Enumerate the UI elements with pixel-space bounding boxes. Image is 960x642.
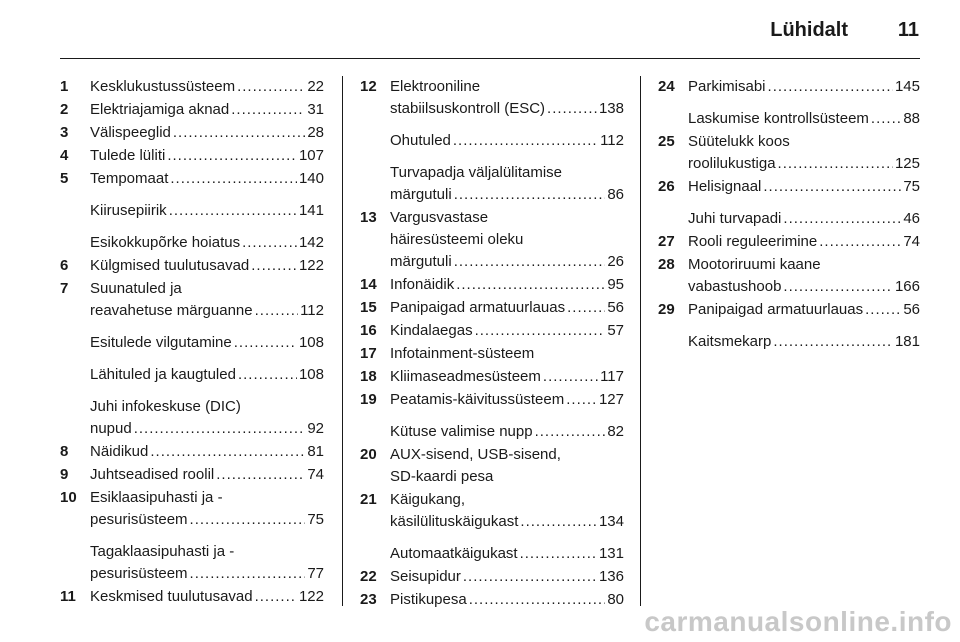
dot-leader <box>150 441 305 463</box>
index-entry <box>360 207 624 273</box>
entry-number: 15 <box>360 299 377 316</box>
entry-label: Tagaklaasipuhasti ja - <box>90 543 235 560</box>
entry-label: Kindalaegas <box>390 322 473 339</box>
index-entry <box>60 464 324 486</box>
entry-label: Keskmised tuulutusavad <box>90 588 253 605</box>
entry-label: Juhi infokeskuse (DIC) <box>90 398 241 415</box>
entry-label: Laskumise kontrollsüsteem <box>688 110 869 127</box>
entry-label: vabastushoob <box>688 278 782 295</box>
entry-page-link[interactable]: 81 <box>307 443 324 460</box>
entry-page-link[interactable]: 136 <box>598 568 624 585</box>
index-column-2 <box>360 76 624 611</box>
dot-leader <box>454 184 606 206</box>
entry-label: Peatamis-käivitussüsteem <box>390 391 565 408</box>
index-entry <box>360 343 624 365</box>
entry-number: 14 <box>360 276 377 293</box>
index-entry <box>658 176 920 198</box>
dot-leader <box>190 509 306 531</box>
column-divider <box>342 76 343 606</box>
dot-leader <box>768 76 893 98</box>
entry-page-link[interactable]: 166 <box>894 278 920 295</box>
entry-number: 8 <box>60 443 69 460</box>
dot-leader <box>255 586 297 608</box>
index-entry <box>658 331 920 353</box>
entry-number: 4 <box>60 147 69 164</box>
entry-page-link[interactable]: 80 <box>607 591 624 608</box>
entry-label: nupud <box>90 420 132 437</box>
header-divider <box>60 58 920 59</box>
entry-label: Elektriajamiga aknad <box>90 101 230 118</box>
index-entry <box>360 444 624 488</box>
index-entry <box>360 589 624 611</box>
entry-label: AUX-sisend, USB-sisend, <box>390 446 561 463</box>
entry-label: Külgmised tuulutusavad <box>90 257 250 274</box>
entry-label: SD-kaardi pesa <box>390 468 494 485</box>
index-entry <box>360 162 624 206</box>
entry-page-link[interactable]: 112 <box>600 132 624 149</box>
entry-page-link[interactable]: 77 <box>307 565 324 582</box>
entry-number: 19 <box>360 391 377 408</box>
index-entry <box>360 543 624 565</box>
entry-number: 3 <box>60 124 69 141</box>
index-entry <box>60 364 324 386</box>
entry-label: Parkimisabi <box>688 78 766 95</box>
dot-leader <box>475 320 606 342</box>
entry-page-link[interactable]: 74 <box>903 233 920 250</box>
entry-page-link[interactable]: 140 <box>298 170 324 187</box>
entry-number: 20 <box>360 446 377 463</box>
entry-label: Automaatkäigukast <box>390 545 518 562</box>
index-entry <box>658 108 920 130</box>
entry-label: Vargusvastase <box>390 209 489 226</box>
dot-leader <box>865 299 901 321</box>
entry-page-link[interactable]: 56 <box>607 299 624 316</box>
entry-label: Helisignaal <box>688 178 762 195</box>
entry-label: Kliimaseadmesüsteem <box>390 368 541 385</box>
index-entry <box>60 278 324 322</box>
entry-number: 29 <box>658 301 675 318</box>
entry-number: 9 <box>60 466 69 483</box>
dot-leader <box>237 76 305 98</box>
entry-page-link[interactable]: 82 <box>607 423 624 440</box>
dot-leader <box>535 421 606 443</box>
entry-page-link[interactable]: 22 <box>307 78 324 95</box>
dot-leader <box>231 99 305 121</box>
entry-page-link[interactable]: 107 <box>298 147 324 164</box>
entry-number: 24 <box>658 78 675 95</box>
index-entry <box>360 389 624 411</box>
dot-leader <box>783 208 901 230</box>
entry-label: Esiklaasipuhasti ja - <box>90 489 223 506</box>
entry-page-link[interactable]: 125 <box>894 155 920 172</box>
dot-leader <box>520 511 597 533</box>
entry-page-link[interactable]: 108 <box>298 334 324 351</box>
index-entry <box>658 299 920 321</box>
entry-label: Kaitsmekarp <box>688 333 772 350</box>
dot-leader <box>216 464 305 486</box>
entry-label: Esikokkupõrke hoiatus <box>90 234 241 251</box>
entry-page-link[interactable]: 92 <box>307 420 324 437</box>
entry-number: 21 <box>360 491 377 508</box>
entry-label: Pistikupesa <box>390 591 467 608</box>
entry-label: Ohutuled <box>390 132 451 149</box>
index-entry <box>360 320 624 342</box>
entry-label: Kiirusepiirik <box>90 202 167 219</box>
entry-label: Süütelukk koos <box>688 133 790 150</box>
entry-page-link[interactable]: 56 <box>903 301 920 318</box>
entry-number: 1 <box>60 78 69 95</box>
dot-leader <box>238 364 297 386</box>
watermark: carmanualsonline.info <box>644 606 952 637</box>
entry-page-link[interactable]: 88 <box>903 110 920 127</box>
page-title: Lühidalt <box>770 19 848 41</box>
index-entry <box>60 145 324 167</box>
entry-label: pesurisüsteem <box>90 511 188 528</box>
entry-label: Juhi turvapadi <box>688 210 782 227</box>
entry-page-link[interactable]: 75 <box>903 178 920 195</box>
entry-page-link[interactable]: 181 <box>894 333 920 350</box>
entry-page-link[interactable]: 141 <box>298 202 324 219</box>
index-entry <box>360 297 624 319</box>
entry-label: häiresüsteemi oleku <box>390 231 524 248</box>
entry-page-link[interactable]: 86 <box>607 186 624 203</box>
index-entry <box>60 586 324 608</box>
entry-number: 10 <box>60 489 77 506</box>
entry-label: Panipaigad armatuurlauas <box>390 299 566 316</box>
entry-page-link[interactable]: 117 <box>600 368 624 385</box>
index-entry <box>60 99 324 121</box>
index-entry <box>60 332 324 354</box>
entry-label: Kütuse valimise nupp <box>390 423 533 440</box>
dot-leader <box>251 255 297 277</box>
index-entry <box>658 254 920 298</box>
dot-leader <box>242 232 297 254</box>
entry-number: 18 <box>360 368 377 385</box>
entry-label: käsilülituskäigukast <box>390 513 519 530</box>
entry-label: Tulede lüliti <box>90 147 166 164</box>
entry-number: 11 <box>60 588 76 605</box>
entry-label: Käigukang, <box>390 491 466 508</box>
dot-leader <box>778 153 893 175</box>
entry-label: Näidikud <box>90 443 149 460</box>
dot-leader <box>819 231 901 253</box>
entry-page-link[interactable]: 112 <box>300 302 324 319</box>
entry-number: 5 <box>60 170 69 187</box>
entry-label: Kesklukustussüsteem <box>90 78 236 95</box>
index-entry <box>60 255 324 277</box>
entry-number: 13 <box>360 209 377 226</box>
entry-label: roolilukustiga <box>688 155 776 172</box>
dot-leader <box>520 543 597 565</box>
entry-number: 28 <box>658 256 675 273</box>
entry-label: Mootoriruumi kaane <box>688 256 821 273</box>
entry-label: märgutuli <box>390 186 452 203</box>
entry-label: Juhtseadised roolil <box>90 466 215 483</box>
dot-leader <box>871 108 901 130</box>
entry-number: 16 <box>360 322 377 339</box>
entry-number: 6 <box>60 257 69 274</box>
index-entry <box>360 76 624 120</box>
entry-label: Turvapadja väljalülitamise <box>390 164 563 181</box>
entry-number: 7 <box>60 280 69 297</box>
entry-page-link[interactable]: 127 <box>598 391 624 408</box>
entry-label: pesurisüsteem <box>90 565 188 582</box>
entry-page-link[interactable]: 108 <box>298 366 324 383</box>
entry-label: Esitulede vilgutamine <box>90 334 232 351</box>
entry-page-link[interactable]: 74 <box>307 466 324 483</box>
dot-leader <box>543 366 598 388</box>
index-column-1 <box>60 76 324 608</box>
index-entry <box>360 566 624 588</box>
index-entry <box>360 274 624 296</box>
entry-number: 26 <box>658 178 675 195</box>
entry-number: 23 <box>360 591 377 608</box>
dot-leader <box>167 145 297 167</box>
dot-leader <box>566 389 597 411</box>
dot-leader <box>170 168 297 190</box>
entry-number: 12 <box>360 78 377 95</box>
index-entry <box>60 76 324 98</box>
index-entry <box>658 76 920 98</box>
dot-leader <box>456 274 605 296</box>
entry-page-link[interactable]: 95 <box>607 276 624 293</box>
entry-page-link[interactable]: 131 <box>598 545 624 562</box>
entry-page-link[interactable]: 122 <box>298 588 324 605</box>
index-column-3 <box>658 76 920 353</box>
entry-page-link[interactable]: 134 <box>598 513 624 530</box>
dot-leader <box>783 276 893 298</box>
page-header <box>0 0 960 60</box>
dot-leader <box>454 251 606 273</box>
entry-page-link[interactable]: 145 <box>894 78 920 95</box>
dot-leader <box>173 122 305 144</box>
entry-label: reavahetuse märguanne <box>90 302 253 319</box>
index-entry <box>658 131 920 175</box>
index-entry <box>60 487 324 531</box>
entry-label: Välispeeglid <box>90 124 171 141</box>
entry-label: Suunatuled ja <box>90 280 182 297</box>
dot-leader <box>255 300 298 322</box>
dot-leader <box>763 176 901 198</box>
entry-page-link[interactable]: 26 <box>607 253 624 270</box>
index-entry <box>360 489 624 533</box>
index-entry <box>658 231 920 253</box>
index-entry <box>360 130 624 152</box>
index-entry <box>60 396 324 440</box>
entry-page-link[interactable]: 57 <box>607 322 624 339</box>
index-entry <box>60 200 324 222</box>
dot-leader <box>469 589 606 611</box>
entry-label: Lähituled ja kaugtuled <box>90 366 236 383</box>
entry-page-link[interactable]: 31 <box>307 101 324 118</box>
page-number: 11 <box>897 19 919 41</box>
entry-number: 22 <box>360 568 377 585</box>
index-entry <box>60 541 324 585</box>
index-entry <box>360 421 624 443</box>
index-entry <box>60 232 324 254</box>
dot-leader <box>234 332 297 354</box>
entry-label: Rooli reguleerimine <box>688 233 818 250</box>
entry-page-link[interactable]: 28 <box>307 124 324 141</box>
entry-page-link[interactable]: 122 <box>298 257 324 274</box>
entry-page-link[interactable]: 142 <box>298 234 324 251</box>
entry-number: 25 <box>658 133 675 150</box>
index-entry <box>658 208 920 230</box>
entry-number: 27 <box>658 233 675 250</box>
dot-leader <box>463 566 597 588</box>
entry-number: 17 <box>360 345 377 362</box>
entry-label: Infonäidik <box>390 276 455 293</box>
entry-label: stabiilsuskontroll (ESC) <box>390 100 546 117</box>
entry-label: Panipaigad armatuurlauas <box>688 301 864 318</box>
entry-label: märgutuli <box>390 253 452 270</box>
entry-number: 2 <box>60 101 69 118</box>
entry-label: Elektrooniline <box>390 78 481 95</box>
entry-page-link[interactable]: 75 <box>307 511 324 528</box>
dot-leader <box>190 563 306 585</box>
dot-leader <box>453 130 598 152</box>
index-entry <box>360 366 624 388</box>
dot-leader <box>169 200 297 222</box>
entry-label: Infotainment-süsteem <box>390 345 535 362</box>
dot-leader <box>567 297 605 319</box>
entry-label: Seisupidur <box>390 568 461 585</box>
dot-leader <box>547 98 597 120</box>
index-entry <box>60 122 324 144</box>
entry-page-link[interactable]: 46 <box>903 210 920 227</box>
entry-label: Tempomaat <box>90 170 169 187</box>
dot-leader <box>773 331 893 353</box>
column-divider <box>640 76 641 606</box>
index-entry <box>60 168 324 190</box>
dot-leader <box>134 418 306 440</box>
entry-page-link[interactable]: 138 <box>598 100 624 117</box>
index-entry <box>60 441 324 463</box>
